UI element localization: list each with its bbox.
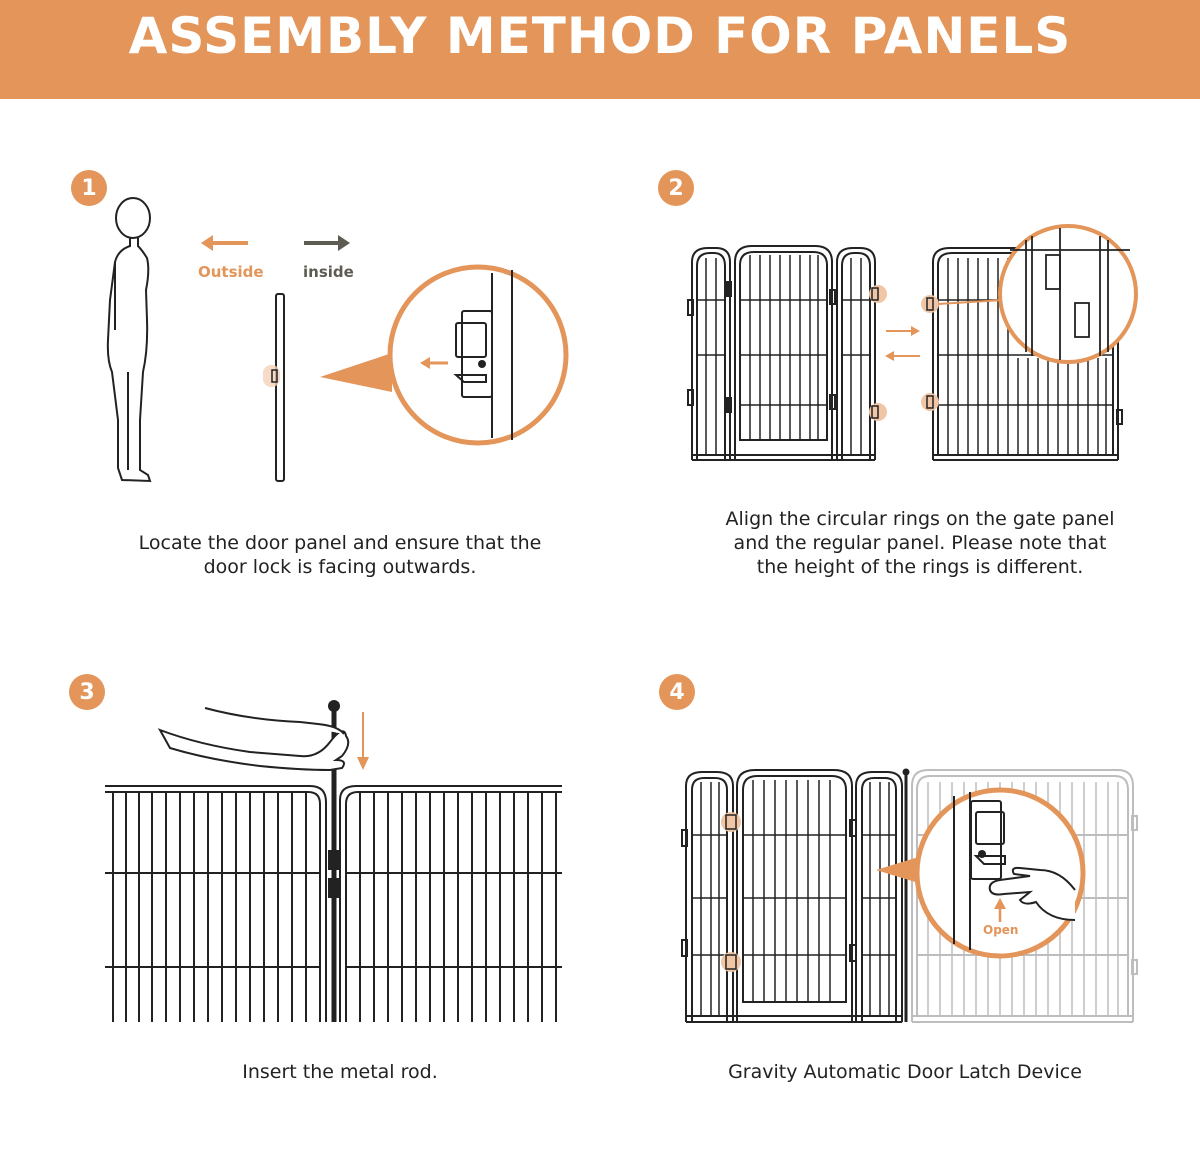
inside-label: inside <box>303 263 354 281</box>
step-1-number: 1 <box>71 170 107 206</box>
open-label: Open <box>983 923 1019 937</box>
outside-label: Outside <box>198 263 264 281</box>
gate-panel-assembled <box>682 770 902 1022</box>
page-title: ASSEMBLY METHOD FOR PANELS <box>128 6 1072 65</box>
step-4-caption-line-1: Gravity Automatic Door Latch Device <box>728 1061 1082 1083</box>
step-3-caption-line-1: Insert the metal rod. <box>242 1061 438 1083</box>
step-4-caption <box>680 1060 1130 1084</box>
step-2-caption-line-2: and the regular panel. Please note that <box>733 532 1107 554</box>
step-2-number: 2 <box>658 170 694 206</box>
step-2-caption-line-3: the height of the rings is different. <box>756 556 1084 578</box>
gate-assembled-bars <box>692 780 896 1016</box>
step-3-number: 3 <box>69 674 105 710</box>
step-4-number: 4 <box>659 674 695 710</box>
step-1-caption-line-2: door lock is facing outwards. <box>203 556 477 578</box>
step-2-caption-line-1: Align the circular rings on the gate panel <box>725 508 1115 530</box>
step-1-caption-line-1: Locate the door panel and ensure that the <box>138 532 542 554</box>
